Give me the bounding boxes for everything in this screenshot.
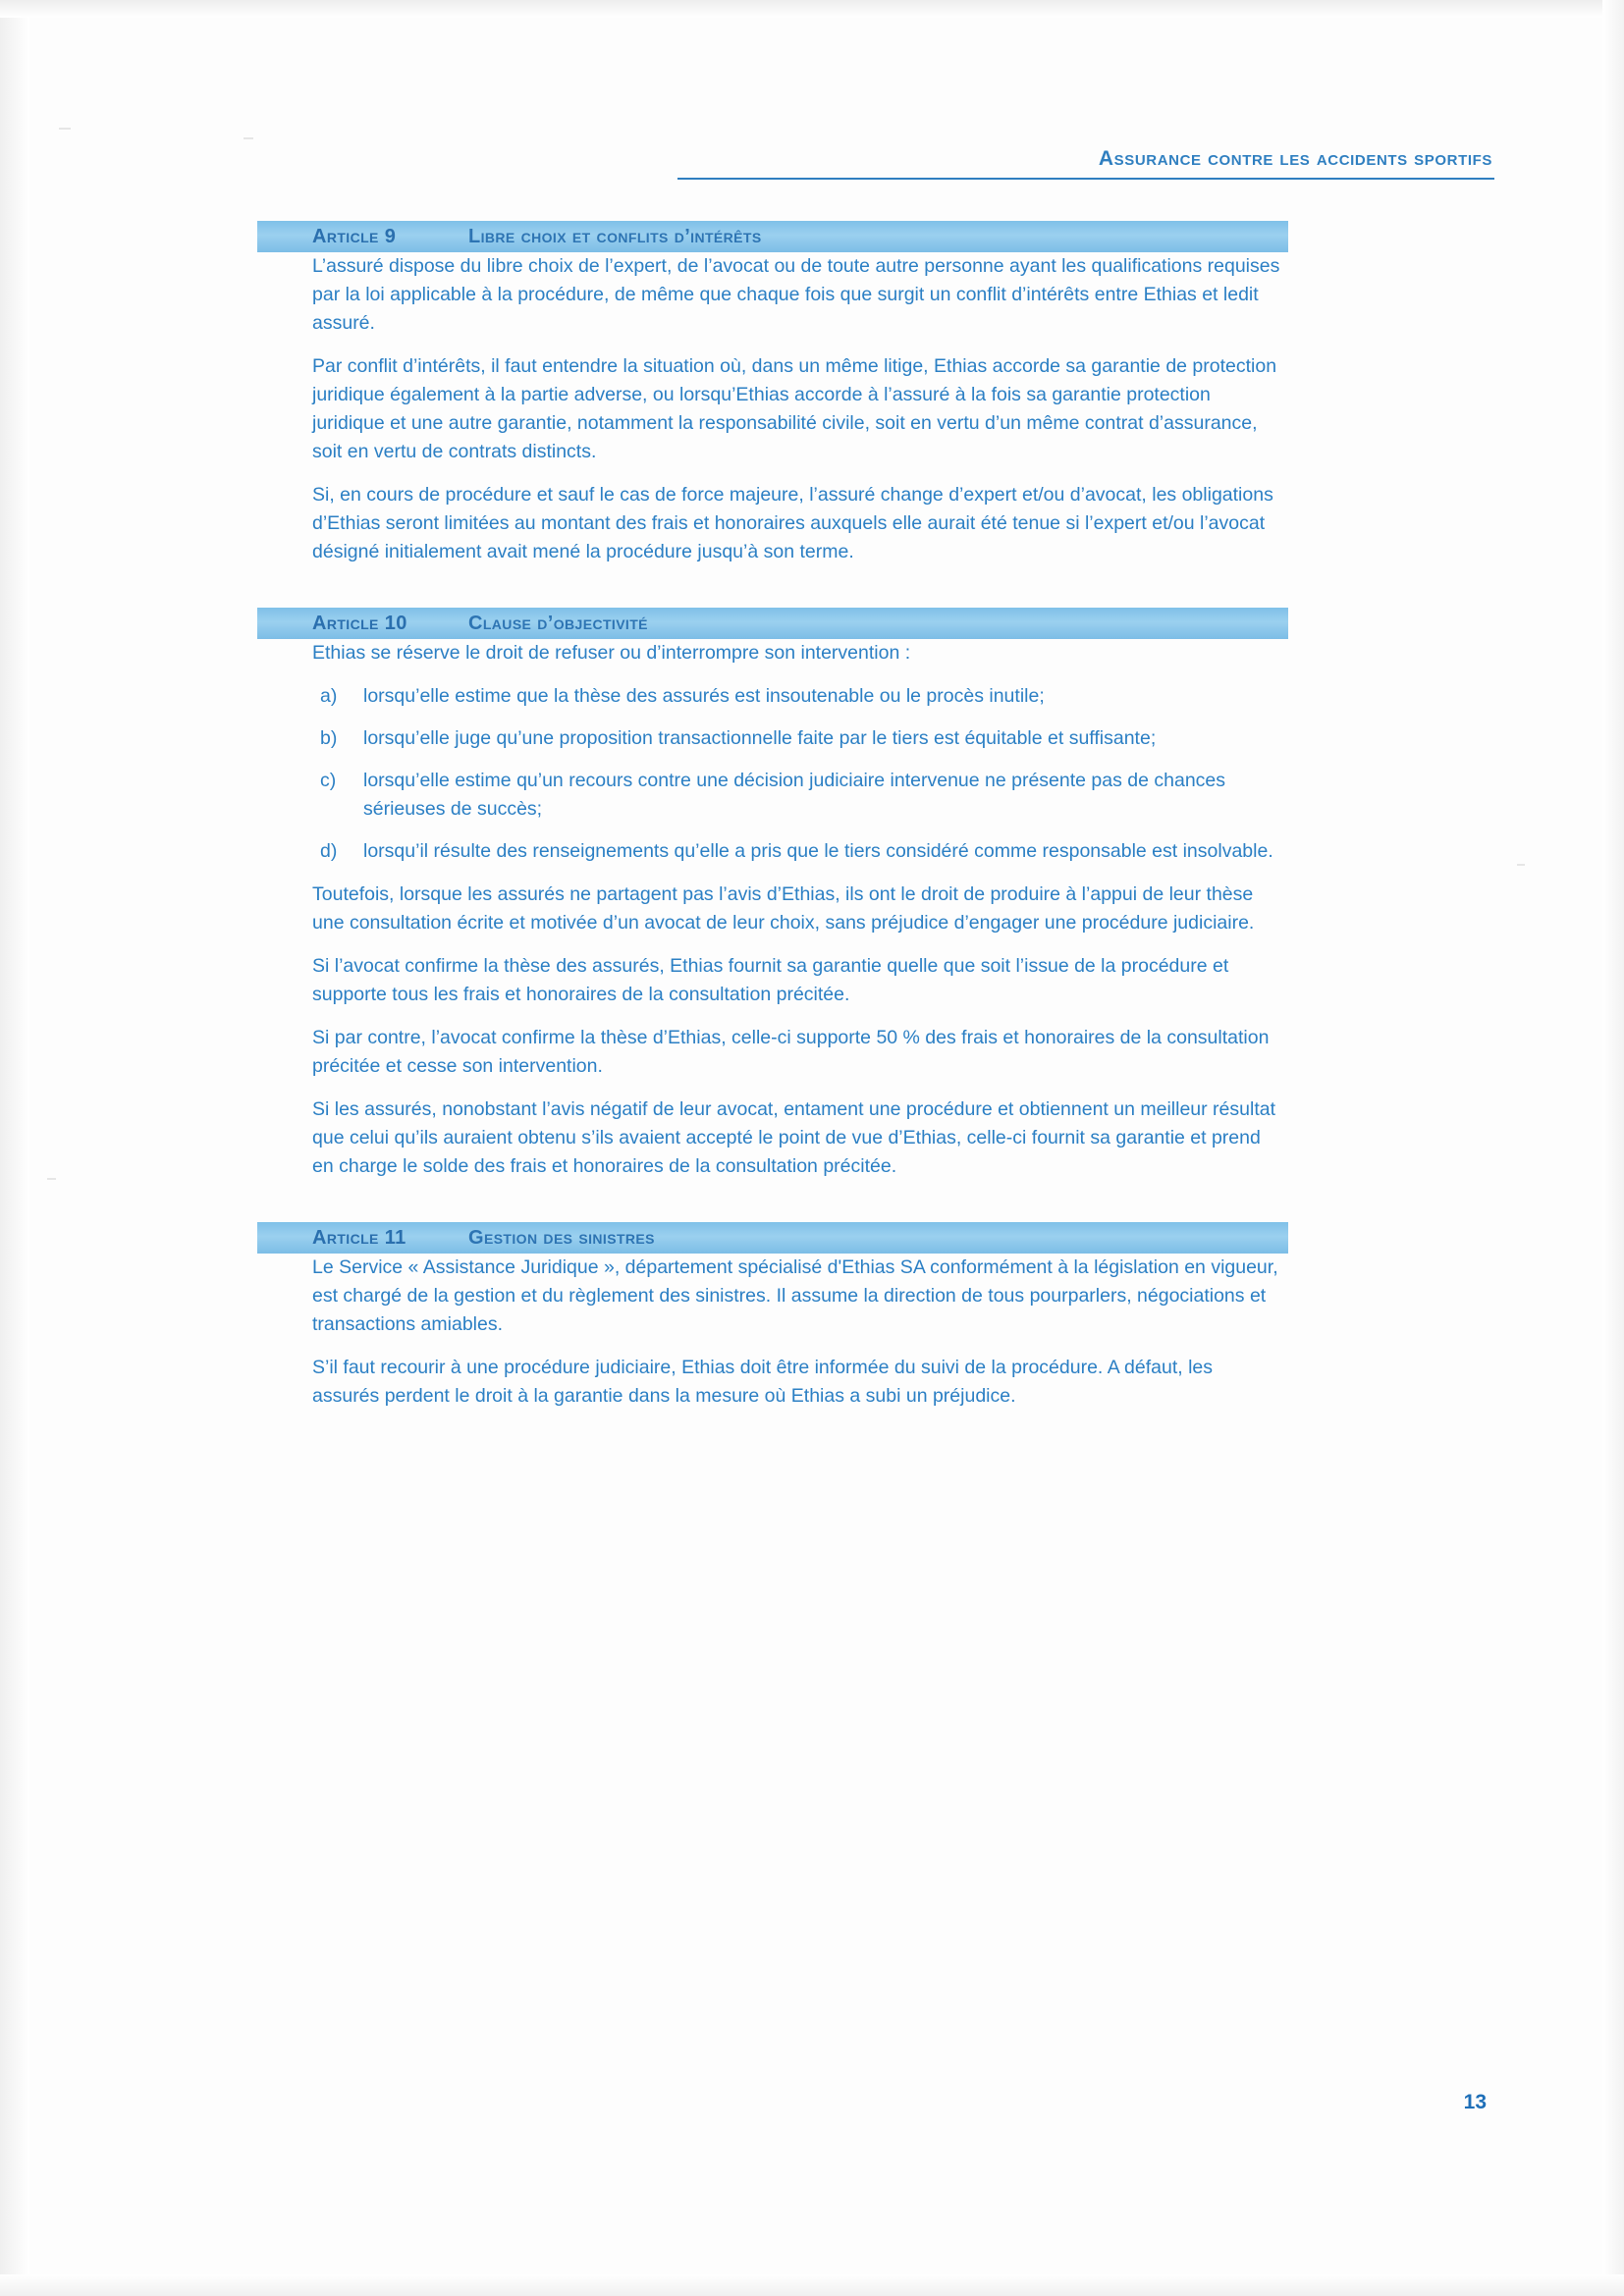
list-marker: a)	[320, 685, 338, 707]
list-marker: c)	[320, 770, 337, 791]
article-number-11: Article 11	[312, 1226, 406, 1249]
article-heading-bar-11	[257, 1222, 1288, 1254]
paragraph: Si, en cours de procédure et sauf le cas de force majeure, l’assuré change d’expert et/ou d’avocat, les obligations d’Ethias seront limitées au montant des frais et honoraires auxquels elle aurait été tenue si l’expert et/ou l’avocat désigné initialement avait mené la procédure jusqu’à son terme.	[312, 484, 1273, 562]
page-number: 13	[1463, 2091, 1487, 2113]
article-title-11: Gestion des sinistres	[468, 1226, 655, 1249]
article-number-9: Article 9	[312, 225, 397, 247]
list-item	[312, 724, 1284, 753]
article-number-10: Article 10	[312, 612, 407, 634]
scan-edge-left	[0, 0, 29, 2296]
paragraph: L’assuré dispose du libre choix de l’expert, de l’avocat ou de toute autre personne ayant les qualifications requises par la loi applicable à la procédure, de même que chaque fois que surgit un conflit d’intérêts entre Ethias et ledit assuré.	[312, 255, 1280, 334]
paragraph: Si l’avocat confirme la thèse des assurés, Ethias fournit sa garantie quelle que soit l’issue de la procédure et supporte tous les frais et honoraires de la consultation précitée.	[312, 955, 1229, 1005]
scan-speck	[1517, 864, 1525, 866]
list-item-text: lorsqu’il résulte des renseignements qu’elle a pris que le tiers considéré comme responsable est insolvable.	[363, 840, 1273, 862]
paragraph: Si les assurés, nonobstant l’avis négatif de leur avocat, entament une procédure et obtiennent un meilleur résultat que celui qu’ils auraient obtenu s’ils avaient accepté le point de vue d’Ethias, celle-ci fournit sa garantie et prend en charge le solde des frais et honoraires de la consultation précitée.	[312, 1098, 1276, 1177]
header-rule	[677, 178, 1494, 180]
scan-edge-top	[0, 0, 1624, 18]
paragraph: Si par contre, l’avocat confirme la thèse d’Ethias, celle-ci supporte 50 % des frais et honoraires de la consultation précitée et cesse son intervention.	[312, 1027, 1270, 1077]
list-item-text: lorsqu’elle estime que la thèse des assurés est insoutenable ou le procès inutile;	[363, 685, 1045, 707]
page-content	[257, 147, 1494, 1425]
article-title-10: Clause d’objectivité	[468, 612, 648, 634]
list-item	[312, 767, 1284, 824]
paragraph: Toutefois, lorsque les assurés ne partagent pas l’avis d’Ethias, ils ont le droit de produire à l’appui de leur thèse une consultation écrite et motivée d’un avocat de leur choix, sans préjudice d’engager une procédure judiciaire.	[312, 883, 1255, 934]
scan-edge-bottom	[0, 2274, 1624, 2296]
article-heading-bar-10	[257, 608, 1288, 639]
lettered-list	[312, 682, 1284, 866]
article-title-9: Libre choix et conflits d’intérêts	[468, 225, 762, 247]
list-item	[312, 837, 1284, 866]
paragraph-intro: Ethias se réserve le droit de refuser ou d’interrompre son intervention :	[312, 642, 911, 664]
list-item	[312, 682, 1284, 711]
list-marker: b)	[320, 727, 338, 749]
scan-speck	[47, 1178, 56, 1180]
article-body-9	[312, 252, 1284, 566]
paragraph: Par conflit d’intérêts, il faut entendre la situation où, dans un même litige, Ethias accorde sa garantie de protection juridique également à la partie adverse, ou lorsqu’Ethias accorde à l’assuré à la fois sa garantie protection juridique et une autre garantie, notamment la responsabilité civile, soit en vertu d’un même contrat d’assurance, soit en vertu de contrats distincts.	[312, 355, 1277, 462]
article-heading-bar-9	[257, 221, 1288, 252]
scan-edge-right	[1602, 0, 1624, 2296]
running-head: Assurance contre les accidents sportifs	[1098, 147, 1492, 170]
scan-speck	[59, 128, 71, 130]
list-item-text: lorsqu’elle estime qu’un recours contre une décision judiciaire intervenue ne présente pas de chances sérieuses de succès;	[363, 770, 1226, 820]
article-body-11	[312, 1254, 1284, 1411]
paragraph: S’il faut recourir à une procédure judiciaire, Ethias doit être informée du suivi de la procédure. A défaut, les assurés perdent le droit à la garantie dans la mesure où Ethias a subi un préjudice.	[312, 1357, 1214, 1407]
article-body-10	[312, 639, 1284, 1181]
scan-speck	[244, 137, 253, 139]
list-item-text: lorsqu’elle juge qu’une proposition transactionnelle faite par le tiers est équitable et suffisante;	[363, 727, 1157, 749]
list-marker: d)	[320, 840, 338, 862]
paragraph: Le Service « Assistance Juridique », département spécialisé d'Ethias SA conformément à la législation en vigueur, est chargé de la gestion et du règlement des sinistres. Il assume la direction de tous pourparlers, négociations et transactions amiables.	[312, 1256, 1278, 1335]
